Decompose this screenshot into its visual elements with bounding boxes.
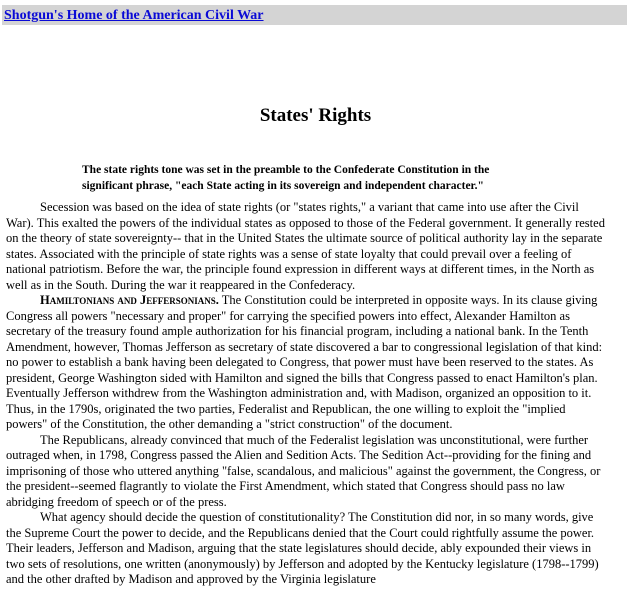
paragraph-text: Secession was based on the idea of state rights (or "states rights," a variant that came into use after the Civil War). This exalted the powers of the individual states as opposed to those of the Federal government. It generally rested on the theory of state sovereignty-- that in the United States the ultimate source of political authority lay in the separate states. Associated with the principle of state rights was a sense of state loyalty that could prevail over a feeling of national patriotism. Before the war, the principle found expression in different ways at different times, in the North as well as in the South. During the war it reappeared in the Confederacy. <box>6 200 605 292</box>
paragraph-text: The Constitution could be interpreted in opposite ways. In its clause giving Congress all powers "necessary and proper" for carrying the specified powers into effect, Alexander Hamilton as secretary of the treasury found ample authorization for his financial program, including a national bank. In the Tenth Amendment, however, Thomas Jefferson as secretary of state discovered a bar to congressional legislation of that kind: no power to establish a bank having been delegated to Congress, that power must have been reserved to the states. As president, George Washington sided with Hamilton and signed the bills that Congress passed to enact Hamilton's plan. Eventually Jefferson withdrew from the Washington administration and, with Madison, organized an opposition to it. Thus, in the 1790s, originated the two parties, Federalist and Republican, the one willing to exploit the "implied powers" of the Constitution, the other demanding a "strict construction" of the document. <box>6 293 603 431</box>
article-body <box>0 200 605 588</box>
paragraph <box>6 293 605 433</box>
preamble-quote: The state rights tone was set in the preamble to the Confederate Constitution in the significant phrase, "each State acting in its sovereign and independent character." <box>82 164 490 192</box>
paragraph-lead: Hamiltonians and Jeffersonians. <box>40 293 219 307</box>
paragraph <box>6 510 605 588</box>
page-title: States' Rights <box>259 105 372 126</box>
paragraph-text: The Republicans, already convinced that much of the Federalist legislation was unconstitutional, were further outraged when, in 1798, Congress passed the Alien and Sedition Acts. The Sedition Act--providing for the fining and imprisoning of those who uttered anything "false, scandalous, and malicious" against the government, the Congress, or the president--seemed flagrantly to violate the First Amendment, which stated that Congress should pass no law abridging freedom of speech or of the press. <box>6 432 601 509</box>
paragraph <box>6 200 605 293</box>
paragraph-text: What agency should decide the question of constitutionality? The Constitution did nor, in so many words, give the Supreme Court the power to decide, and the Republicans denied that the Court could rightfully assume the power. Their leaders, Jefferson and Madison, arguing that the state legislatures should decide, ably expounded their views in two sets of resolutions, one written (anonymously) by Jefferson and adopted by the Kentucky legislature (1798--1799) and the other drafted by Madison and approved by the Virginia legislature <box>6 510 599 586</box>
home-link[interactable]: Shotgun's Home of the American Civil War <box>4 8 264 23</box>
paragraph <box>6 433 605 511</box>
top-nav-bar <box>2 5 627 25</box>
